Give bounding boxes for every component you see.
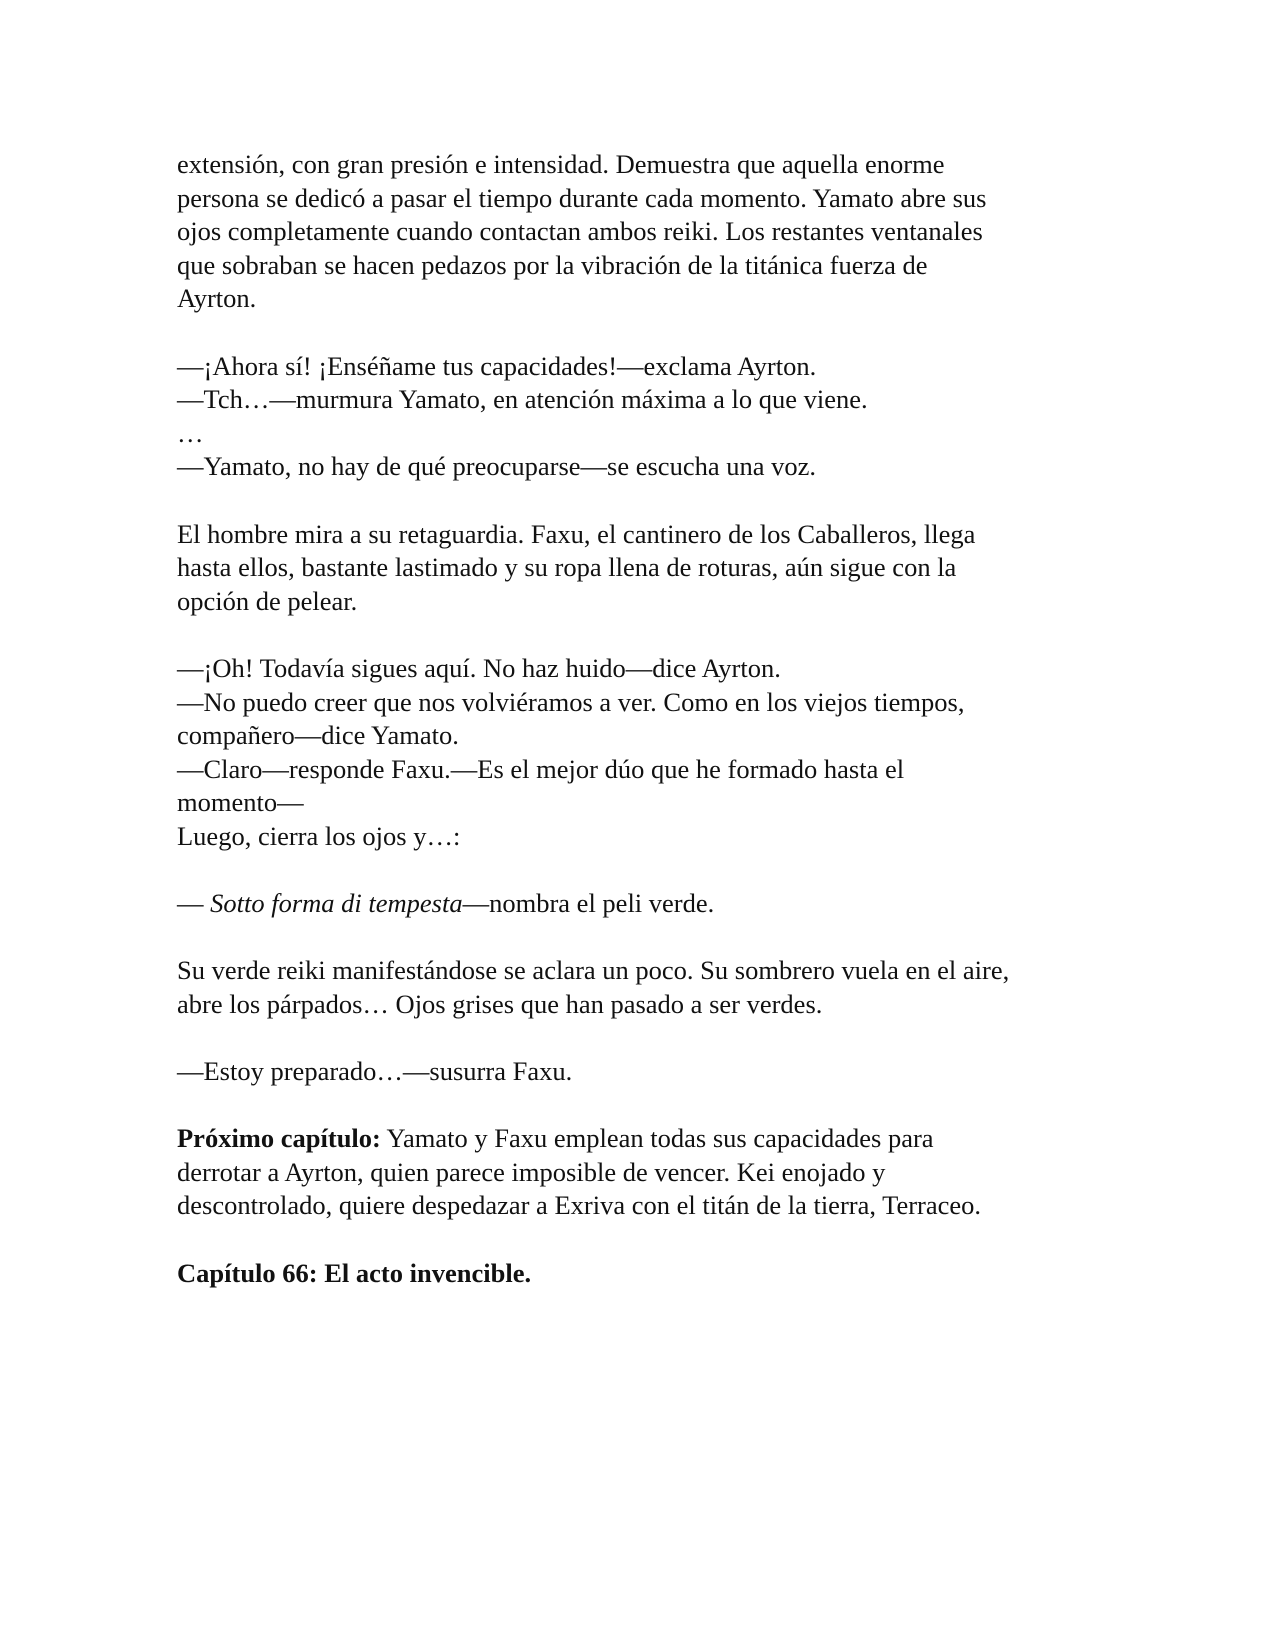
dialogue-line: —Yamato, no hay de qué preocuparse—se escucha una voz. [177,451,816,482]
paragraph-3 [177,954,1107,1021]
dialogue-line: —¡Oh! Todavía sigues aquí. No haz huido—dice Ayrton. [177,652,781,683]
technique-tail: —nombra el peli verde. [462,888,715,919]
next-chapter-label: Próximo capítulo: [177,1123,381,1154]
text-line: persona se dedicó a pasar el tiempo durante cada momento. Yamato abre sus [177,182,987,213]
technique-dash: — [177,888,211,919]
dialogue-line: —Tch…—murmura Yamato, en atención máxima a lo que viene. [177,384,868,415]
next-chapter-text: Yamato y Faxu emplean todas sus capacidades para [380,1123,934,1154]
text-line: El hombre mira a su retaguardia. Faxu, el cantinero de los Caballeros, llega [177,518,976,549]
chapter-title: Capítulo 66: El acto invencible. [177,1257,532,1288]
dialogue-line: Luego, cierra los ojos y…: [177,820,461,851]
dialogue-line: compañero—dice Yamato. [177,720,459,751]
text-line: ojos completamente cuando contactan ambos reiki. Los restantes ventanales [177,216,983,247]
dialogue-line: momento— [177,787,304,818]
paragraph-1 [177,148,1107,316]
dialogue-line: —Claro—responde Faxu.—Es el mejor dúo que he formado hasta el [177,753,905,784]
next-chapter-first-line [177,1122,1107,1156]
text-line: Ayrton. [177,283,257,314]
technique-name: Sotto forma di tempesta [210,888,463,919]
text-line: Su verde reiki manifestándose se aclara un poco. Su sombrero vuela en el aire, [177,955,1010,986]
next-chapter-summary [177,1122,1107,1223]
text-line: que sobraban se hacen pedazos por la vibración de la titánica fuerza de [177,249,928,280]
dialogue-3 [177,1055,1107,1089]
dialogue-2 [177,652,1107,854]
text-line: derrotar a Ayrton, quien parece imposible de vencer. Kei enojado y [177,1156,886,1187]
dialogue-1 [177,350,1107,484]
document-body [177,148,1107,1324]
dialogue-line: —Estoy preparado…—susurra Faxu. [177,1056,573,1087]
text-line: hasta ellos, bastante lastimado y su ropa llena de roturas, aún sigue con la [177,552,957,583]
chapter-title-block [177,1257,1107,1291]
dialogue-line: —¡Ahora sí! ¡Enséñame tus capacidades!—exclama Ayrton. [177,350,817,381]
paragraph-2 [177,518,1107,619]
text-line: opción de pelear. [177,585,358,616]
technique-line [177,887,1107,921]
text-line: descontrolado, quiere despedazar a Exriva con el titán de la tierra, Terraceo. [177,1190,982,1221]
dialogue-line: —No puedo creer que nos volviéramos a ver. Como en los viejos tiempos, [177,686,965,717]
text-line: abre los párpados… Ojos grises que han pasado a ser verdes. [177,988,823,1019]
technique-text [177,887,1107,921]
text-line: extensión, con gran presión e intensidad. Demuestra que aquella enorme [177,149,945,179]
dialogue-line: … [177,417,204,448]
